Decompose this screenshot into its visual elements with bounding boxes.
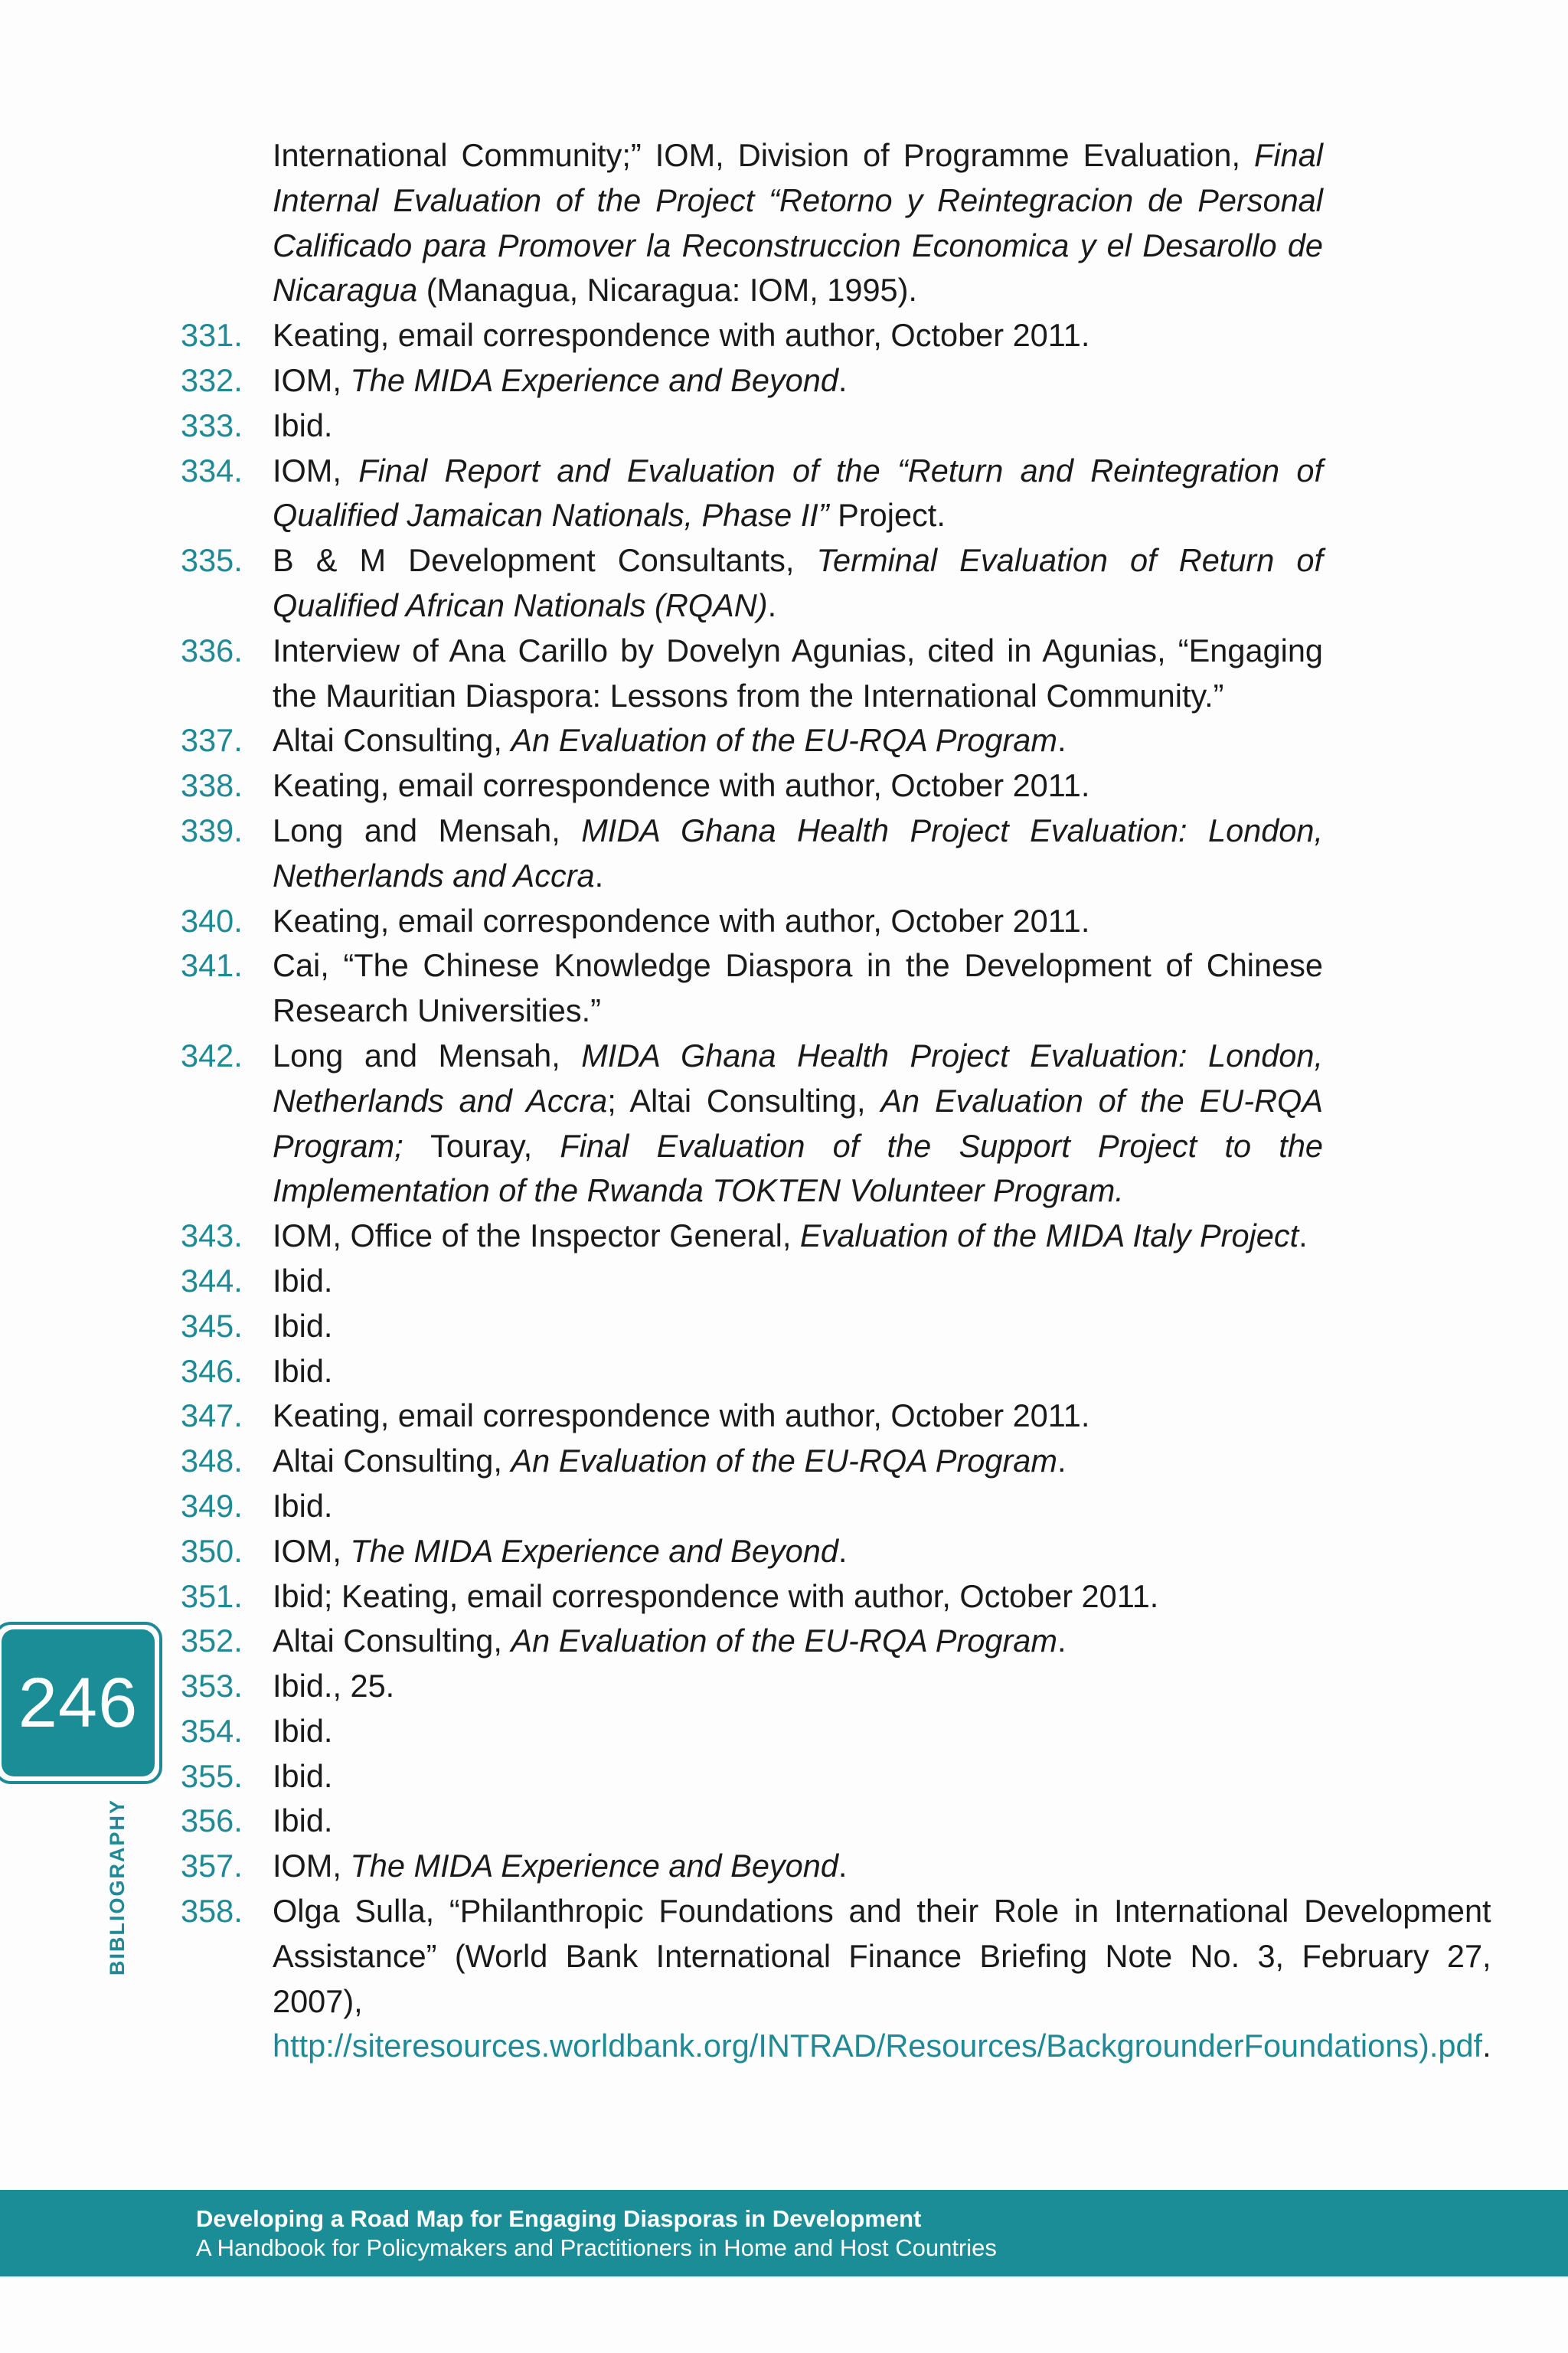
endnote-item — [181, 1304, 1323, 1349]
endnote-item — [181, 404, 1323, 449]
endnote-number: 343. — [181, 1217, 243, 1254]
endnote-text-run: (Managua, Nicaragua: IOM, 1995). — [417, 272, 917, 309]
endnote-text-run: Ibid. — [273, 1802, 333, 1839]
endnote-item — [181, 1394, 1323, 1439]
endnote-number: 348. — [181, 1443, 243, 1479]
endnote-text-run: Ibid. — [273, 407, 333, 443]
endnote-item — [181, 1259, 1323, 1304]
endnote-text — [273, 1619, 1323, 1664]
endnote-item — [181, 1709, 1323, 1754]
endnote-number: 331. — [181, 317, 243, 354]
endnote-text — [273, 1394, 1323, 1439]
endnote-text-run: . — [838, 1848, 848, 1884]
endnote-title-italic: MIDA Ghana Health Project Evaluation: London, Netherlands and Accra — [273, 812, 1323, 894]
endnote-item — [181, 133, 1323, 313]
endnote-text-run: Touray, — [403, 1127, 560, 1164]
endnote-number: 338. — [181, 767, 243, 804]
endnote-text — [273, 1484, 1323, 1529]
endnote-text-run: Long and Mensah, — [273, 1037, 582, 1074]
endnote-text-run: Olga Sulla, “Philanthropic Foundations and their Role in International Development Assistance” (World Bank International Finance Briefing Note No. 3, February 27, 2007), — [273, 1893, 1491, 2019]
endnote-text-run: Ibid. — [273, 1307, 333, 1344]
endnote-number: 337. — [181, 722, 243, 759]
endnote-text-run: . — [1057, 1443, 1067, 1479]
endnote-text-run: IOM, — [273, 361, 351, 398]
endnote-text-run: International Community;” IOM, Division of Programme Evaluation, — [273, 137, 1255, 173]
endnote-number: 356. — [181, 1802, 243, 1839]
endnote-text-run: ; Altai Consulting, — [607, 1082, 881, 1119]
endnote-number: 332. — [181, 361, 243, 398]
endnote-text-run: Ibid., 25. — [273, 1668, 395, 1704]
endnote-text-run: Ibid. — [273, 1262, 333, 1299]
footer-title: Developing a Road Map for Engaging Diasporas in Development — [196, 2205, 922, 2232]
endnote-item — [181, 809, 1323, 899]
endnote-text — [273, 1574, 1323, 1619]
endnote-title-italic: An Evaluation of the EU-RQA Program; — [273, 1082, 1324, 1164]
endnote-text-run: Keating, email correspondence with author, October 2011. — [273, 317, 1090, 354]
endnote-title-italic: The MIDA Experience and Beyond — [350, 1848, 838, 1884]
endnote-text-run: Cai, “The Chinese Knowledge Diaspora in the Development of Chinese Research Universities.” — [273, 947, 1323, 1029]
endnote-number: 358. — [181, 1893, 243, 1930]
endnote-text — [273, 718, 1323, 763]
endnote-text-run: . — [1057, 1623, 1067, 1659]
endnote-text-run: . — [767, 587, 777, 623]
endnote-number: 354. — [181, 1712, 243, 1749]
section-label: BIBLIOGRAPHY — [106, 1798, 129, 1976]
endnote-text-run: IOM, — [273, 1532, 351, 1569]
endnote-number: 347. — [181, 1397, 243, 1434]
endnote-text — [273, 1034, 1323, 1214]
endnote-text-run: Altai Consulting, — [273, 722, 511, 759]
endnote-item — [181, 1799, 1323, 1844]
endnote-number: 340. — [181, 902, 243, 939]
endnote-text — [273, 133, 1323, 313]
endnote-item — [181, 1484, 1323, 1529]
footer-band — [0, 2190, 1568, 2276]
endnote-text-run: Ibid. — [273, 1757, 333, 1794]
endnote-text — [273, 538, 1323, 629]
endnote-item — [181, 1754, 1323, 1799]
endnote-text — [273, 899, 1323, 944]
endnote-text-run: Altai Consulting, — [273, 1623, 511, 1659]
endnote-number: 339. — [181, 812, 243, 848]
endnote-item — [181, 718, 1323, 763]
endnote-title-italic: An Evaluation of the EU-RQA Program — [511, 1623, 1057, 1659]
endnote-item — [181, 1439, 1323, 1484]
endnote-number: 350. — [181, 1532, 243, 1569]
endnote-title-italic: An Evaluation of the EU-RQA Program — [511, 722, 1057, 759]
endnote-number: 352. — [181, 1623, 243, 1659]
endnote-text — [273, 1259, 1323, 1304]
endnote-number: 334. — [181, 452, 243, 489]
endnote-text-run: Ibid. — [273, 1712, 333, 1749]
footer-subtitle: A Handbook for Policymakers and Practitioners in Home and Host Countries — [196, 2234, 997, 2261]
endnote-text-run: Keating, email correspondence with author, October 2011. — [273, 767, 1090, 804]
endnote-title-italic: Final Evaluation of the Support Project to the Implementation of the Rwanda TOKTEN Volunteer Program. — [273, 1127, 1323, 1209]
endnote-text — [273, 1439, 1323, 1484]
endnote-number: 353. — [181, 1668, 243, 1704]
endnote-number: 342. — [181, 1037, 243, 1074]
endnote-text-run: Keating, email correspondence with author, October 2011. — [273, 902, 1090, 939]
endnote-text-run: Keating, email correspondence with author, October 2011. — [273, 1397, 1090, 1434]
endnote-text — [273, 1304, 1323, 1349]
endnote-text-run: Long and Mensah, — [273, 812, 582, 848]
endnote-text-run: Ibid; Keating, email correspondence with author, October 2011. — [273, 1577, 1159, 1614]
endnote-text — [273, 1214, 1323, 1259]
endnote-item — [181, 629, 1323, 719]
endnote-item — [181, 538, 1323, 629]
endnote-text — [273, 1799, 1323, 1844]
endnote-number: 341. — [181, 947, 243, 984]
endnote-number: 344. — [181, 1262, 243, 1299]
endnote-item — [181, 1889, 1491, 2069]
page-number-tab-inner — [2, 1629, 155, 1776]
endnote-item — [181, 1034, 1323, 1214]
endnote-item — [181, 1574, 1323, 1619]
endnote-text-run: . — [1298, 1217, 1308, 1254]
endnote-text-run: IOM, — [273, 1848, 351, 1884]
page-number-tab — [0, 1622, 162, 1784]
endnote-title-italic: Evaluation of the MIDA Italy Project — [799, 1217, 1299, 1254]
endnote-text — [273, 404, 1323, 449]
endnote-text-run: B & M Development Consultants, — [273, 542, 817, 579]
endnote-text — [273, 629, 1323, 719]
endnote-text-run: Ibid. — [273, 1487, 333, 1524]
endnote-number: 355. — [181, 1757, 243, 1794]
endnote-text — [273, 313, 1323, 358]
endnote-title-italic: An Evaluation of the EU-RQA Program — [511, 1443, 1057, 1479]
endnote-number: 346. — [181, 1352, 243, 1389]
endnote-title-italic: MIDA Ghana Health Project Evaluation: London, Netherlands and Accra — [273, 1037, 1323, 1119]
endnote-text — [273, 809, 1323, 899]
endnote-text-run: IOM, — [273, 452, 359, 489]
endnote-text — [273, 1844, 1323, 1889]
endnote-item — [181, 899, 1323, 944]
endnote-title-italic: Final Report and Evaluation of the “Return and Reintegration of Qualified Jamaican Nationals, Phase II” — [273, 452, 1323, 534]
endnote-item — [181, 1529, 1323, 1574]
endnote-text — [273, 763, 1323, 809]
endnote-text-run: . — [838, 1532, 848, 1569]
endnote-number: 333. — [181, 407, 243, 443]
endnote-text-run: . — [838, 361, 848, 398]
endnote-text-run: Ibid. — [273, 1352, 333, 1389]
endnote-number: 345. — [181, 1307, 243, 1344]
endnote-item — [181, 313, 1323, 358]
endnote-number: 349. — [181, 1487, 243, 1524]
endnote-text — [273, 1709, 1323, 1754]
endnote-text-run: . — [1057, 722, 1067, 759]
endnote-text — [273, 1529, 1323, 1574]
endnote-text — [273, 943, 1323, 1034]
endnote-title-italic: The MIDA Experience and Beyond — [350, 361, 838, 398]
endnote-text — [273, 1754, 1323, 1799]
endnote-text-run: . — [594, 857, 604, 894]
endnote-number: 336. — [181, 632, 243, 668]
endnote-text — [273, 358, 1323, 404]
endnote-number: 351. — [181, 1577, 243, 1614]
endnote-title-italic: Terminal Evaluation of Return of Qualified African Nationals (RQAN) — [273, 542, 1323, 623]
page-number: 246 — [18, 1664, 139, 1742]
endnote-text-run: IOM, Office of the Inspector General, — [273, 1217, 800, 1254]
endnote-item — [181, 943, 1323, 1034]
endnote-item — [181, 1349, 1323, 1394]
endnotes-list — [181, 133, 1491, 2069]
endnote-link[interactable]: http://siteresources.worldbank.org/INTRAD/Resources/BackgrounderFoundations).pdf — [273, 2028, 1483, 2064]
endnote-item — [181, 1619, 1323, 1664]
endnote-item — [181, 1844, 1323, 1889]
endnote-item — [181, 449, 1323, 539]
endnote-title-italic: The MIDA Experience and Beyond — [350, 1532, 838, 1569]
endnote-number: 335. — [181, 542, 243, 579]
endnote-item — [181, 1664, 1323, 1709]
endnote-item — [181, 763, 1323, 809]
endnote-number: 357. — [181, 1848, 243, 1884]
endnote-item — [181, 358, 1323, 404]
endnote-text — [273, 1664, 1323, 1709]
endnote-title-italic: Final Internal Evaluation of the Project “Retorno y Reintegracion de Personal Calificado para Promover la Reconstruccion Economica y el Desarollo de Nicaragua — [273, 137, 1323, 309]
endnote-text — [273, 1349, 1323, 1394]
endnote-text-run: Altai Consulting, — [273, 1443, 511, 1479]
endnote-text — [273, 1889, 1491, 2069]
endnote-item — [181, 1214, 1323, 1259]
endnote-text — [273, 449, 1323, 539]
endnote-text-run: Project. — [828, 497, 946, 534]
endnote-text-run: Interview of Ana Carillo by Dovelyn Agunias, cited in Agunias, “Engaging the Mauritian Diaspora: Lessons from the International Community.” — [273, 632, 1323, 714]
endnote-text-run: . — [1482, 2028, 1491, 2064]
